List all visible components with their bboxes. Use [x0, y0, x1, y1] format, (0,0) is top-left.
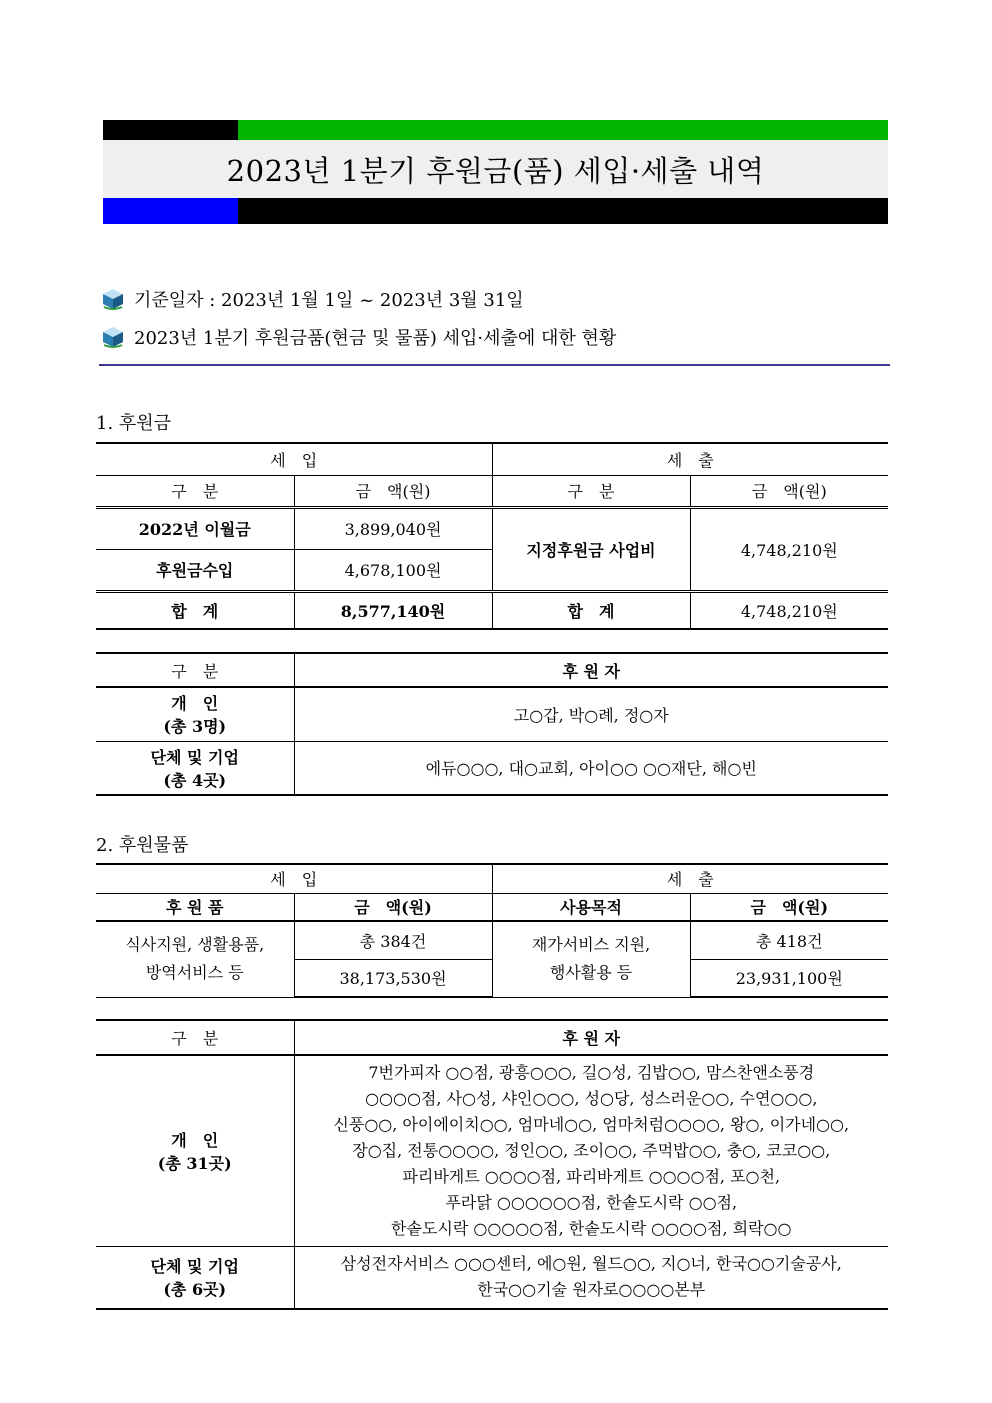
donor-line: 신풍○○, 아이에이치○○, 엄마네○○, 엄마처럼○○○○, 왕○, 이가네○○, — [333, 1115, 850, 1134]
goods-purpose-line: 재가서비스 지원, — [531, 935, 651, 955]
col-amount: 금 액(원) — [690, 475, 888, 507]
expense-header: 세 출 — [492, 864, 888, 893]
money-donor-table — [96, 652, 888, 796]
section-divider — [99, 364, 890, 366]
expense-total: 4,748,210원 — [690, 591, 888, 629]
donor-category-count: (총 6곳) — [163, 1280, 227, 1300]
expense-total-label: 합 계 — [492, 591, 690, 629]
col-category: 구 분 — [96, 475, 294, 507]
donor-category-name: 개 인 — [171, 694, 219, 714]
goods-expense-count: 총 418건 — [690, 921, 888, 959]
col-amount: 금 액(원) — [294, 475, 492, 507]
donor-line: ○○○○점, 사○성, 샤인○○○, 성○당, 성스러운○○, 수연○○○, — [365, 1089, 818, 1108]
goods-donor-table — [96, 1019, 888, 1310]
donor-list — [294, 1055, 888, 1247]
col-category: 구 분 — [96, 1020, 294, 1055]
goods-items-line: 방역서비스 등 — [145, 963, 244, 983]
section2-heading: 2. 후원물품 — [96, 835, 189, 856]
donor-line: 한국○○기술 원자로○○○○본부 — [477, 1280, 706, 1300]
bullet-overview — [102, 324, 616, 350]
col-donor: 후 원 자 — [294, 653, 888, 687]
income-row-amount: 3,899,040원 — [294, 507, 492, 549]
donor-list — [294, 1247, 888, 1309]
banner-blue-bar — [103, 198, 238, 224]
donor-category-name: 단체 및 기업 — [150, 747, 239, 767]
expense-amount: 4,748,210원 — [690, 507, 888, 591]
donor-category — [96, 1055, 294, 1247]
income-header: 세 입 — [96, 443, 492, 475]
goods-expense-amount: 23,931,100원 — [690, 959, 888, 997]
goods-items — [96, 921, 294, 997]
income-total-label: 합 계 — [96, 591, 294, 629]
col-amount: 금 액(원) — [690, 893, 888, 921]
goods-purpose — [492, 921, 690, 997]
income-header: 세 입 — [96, 864, 492, 893]
donation-goods-table — [96, 863, 888, 998]
donor-category — [96, 687, 294, 741]
donor-list: 에듀○○○, 대○교회, 아이○○ ○○재단, 해○빈 — [294, 741, 888, 795]
donation-money-table — [96, 442, 888, 630]
goods-purpose-line: 행사활용 등 — [549, 963, 633, 983]
expense-header: 세 출 — [492, 443, 888, 475]
cube-icon — [102, 288, 124, 310]
col-category: 구 분 — [96, 653, 294, 687]
donor-list: 고○갑, 박○례, 정○자 — [294, 687, 888, 741]
income-row-amount: 4,678,100원 — [294, 549, 492, 591]
banner-green-bar — [238, 120, 888, 140]
banner-black-bar-top — [103, 120, 238, 140]
bullet-overview-text: 2023년 1분기 후원금품(현금 및 물품) 세입·세출에 대한 현황 — [134, 328, 617, 349]
bullet-period — [102, 286, 524, 312]
title-banner — [103, 120, 888, 224]
cube-icon — [102, 326, 124, 348]
goods-items-line: 식사지원, 생활용품, — [125, 935, 265, 955]
donor-line: 장○집, 전통○○○○, 정인○○, 조이○○, 주먹밥○○, 충○, 코코○○, — [352, 1141, 831, 1160]
goods-income-amount: 38,173,530원 — [294, 959, 492, 997]
section1-heading: 1. 후원금 — [96, 413, 172, 434]
col-amount: 금 액(원) — [294, 893, 492, 921]
banner-black-bar-bottom — [238, 198, 888, 224]
donor-category-count: (총 3명) — [163, 717, 227, 737]
col-category: 구 분 — [492, 475, 690, 507]
bullet-period-text: 기준일자 : 2023년 1월 1일 ~ 2023년 3월 31일 — [134, 290, 524, 311]
donor-line: 삼성전자서비스 ○○○센터, 에○원, 월드○○, 지○너, 한국○○기술공사, — [340, 1254, 842, 1274]
goods-income-count: 총 384건 — [294, 921, 492, 959]
donor-line: 7번가피자 ○○점, 광흥○○○, 길○성, 김밥○○, 맘스찬앤소풍경 — [368, 1063, 815, 1082]
donor-line: 푸라닭 ○○○○○○점, 한솥도시락 ○○점, — [445, 1193, 738, 1212]
donor-category — [96, 1247, 294, 1309]
col-purpose: 사용목적 — [492, 893, 690, 921]
donor-line: 한솥도시락 ○○○○○점, 한솥도시락 ○○○○점, 희락○○ — [391, 1219, 792, 1238]
donor-category-count: (총 4곳) — [163, 770, 227, 790]
income-row-label: 후원금수입 — [96, 549, 294, 591]
income-total: 8,577,140원 — [294, 591, 492, 629]
income-row-label: 2022년 이월금 — [96, 507, 294, 549]
col-item: 후 원 품 — [96, 893, 294, 921]
col-donor: 후 원 자 — [294, 1020, 888, 1055]
donor-category-count: (총 31곳) — [157, 1154, 232, 1173]
donor-category-name: 개 인 — [171, 1131, 219, 1150]
donor-category — [96, 741, 294, 795]
page-title: 2023년 1분기 후원금(품) 세입·세출 내역 — [103, 140, 888, 198]
expense-label: 지정후원금 사업비 — [492, 507, 690, 591]
donor-line: 파리바게트 ○○○○점, 파리바게트 ○○○○점, 포○천, — [402, 1167, 781, 1186]
donor-category-name: 단체 및 기업 — [150, 1257, 239, 1277]
